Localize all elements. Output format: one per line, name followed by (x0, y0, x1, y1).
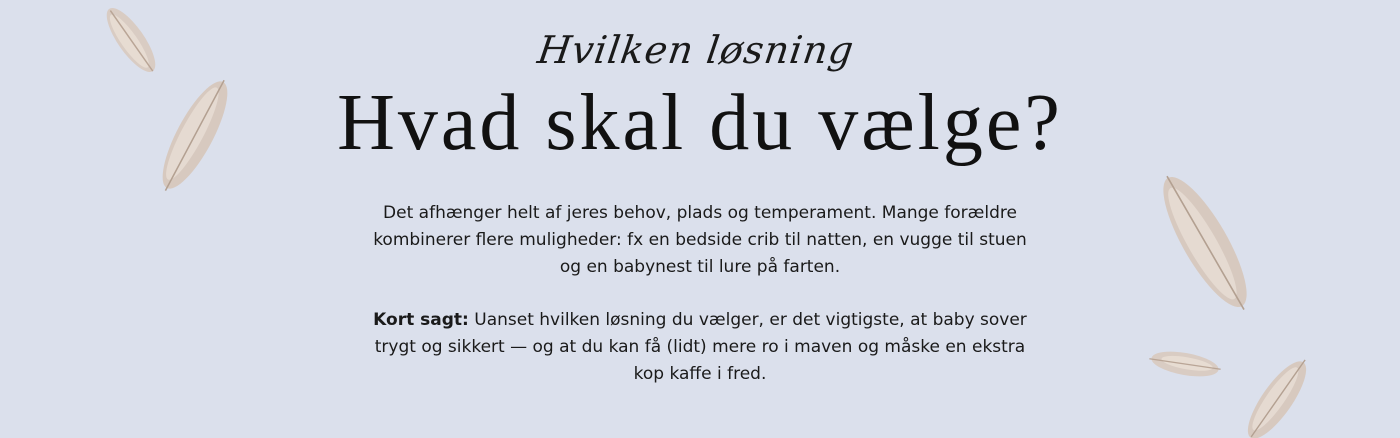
paragraph-summary (370, 307, 1030, 388)
page-title: Hvad skal du vælge? (337, 79, 1063, 167)
feather-icon (1240, 345, 1315, 438)
feather-icon (1145, 343, 1225, 385)
body-text (370, 200, 1030, 414)
summary-text: Uanset hvilken løsning du vælger, er det vigtigste, at baby sover trygt og sikkert — og at du kan få (lidt) mere ro i maven og måske en ekstra kop kaffe i fred. (374, 310, 1027, 384)
summary-lead: Kort sagt: (373, 310, 469, 330)
subtitle: Hvilken løsning (534, 28, 858, 72)
feather-icon (1150, 160, 1260, 325)
paragraph-intro: Det afhænger helt af jeres behov, plads og temperament. Mange forældre kombinerer flere muligheder: fx en bedside crib til natten, en vugge til stuen og en babynest til lure på farten. (373, 203, 1027, 277)
